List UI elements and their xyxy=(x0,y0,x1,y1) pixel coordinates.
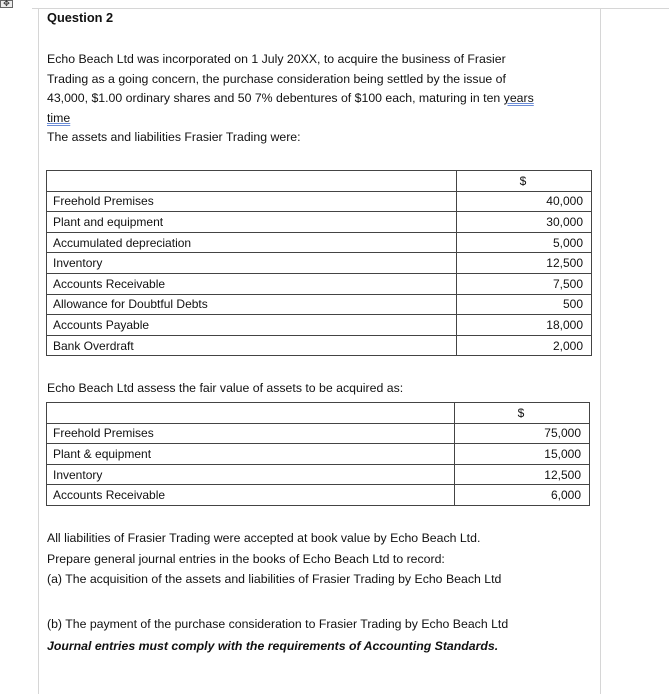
intro-line xyxy=(47,109,597,129)
table-header-row: $ xyxy=(47,171,592,192)
page-left-border xyxy=(38,8,39,694)
question-title: Question 2 xyxy=(47,10,114,25)
grammar-flag[interactable]: years xyxy=(503,91,534,106)
table-row: Freehold Premises 75,000 xyxy=(47,423,590,444)
table-row: Freehold Premises 40,000 xyxy=(47,191,592,212)
table-row: Plant & equipment 15,000 xyxy=(47,444,590,465)
table-row: Accounts Receivable 6,000 xyxy=(47,485,590,506)
fair-values-table xyxy=(46,402,590,506)
intro-line: Trading as a going concern, the purchase consideration being settled by the issue of xyxy=(47,71,506,86)
table-row: Accumulated depreciation 5,000 xyxy=(47,232,592,253)
table-row: Accounts Receivable 7,500 xyxy=(47,273,592,294)
requirement-a: (a) The acquisition of the assets and liabilities of Frasier Trading by Echo Beach Ltd xyxy=(47,572,502,586)
intro-line: Echo Beach Ltd was incorporated on 1 July 20XX, to acquire the business of Frasier xyxy=(47,52,506,66)
table-row: Inventory 12,500 xyxy=(47,464,590,485)
closing-paragraph xyxy=(47,528,597,590)
table-row: Bank Overdraft 2,000 xyxy=(47,335,592,356)
table-move-handle-icon[interactable]: ✥ xyxy=(0,0,13,8)
requirement-b: (b) The payment of the purchase consideration to Frasier Trading by Echo Beach Ltd xyxy=(47,617,509,631)
table-header-row: $ xyxy=(47,403,590,424)
page-right-border xyxy=(600,8,601,694)
closing-line: Prepare general journal entries in the books of Echo Beach Ltd to record: xyxy=(47,551,445,566)
fair-value-intro: Echo Beach Ltd assess the fair value of assets to be acquired as: xyxy=(47,381,404,395)
closing-paragraph-b xyxy=(47,613,597,657)
table-row: Plant and equipment 30,000 xyxy=(47,212,592,233)
table-row: Inventory 12,500 xyxy=(47,253,592,274)
book-values-table xyxy=(46,170,592,356)
closing-line: All liabilities of Frasier Trading were accepted at book value by Echo Beach Ltd. xyxy=(47,531,481,545)
intro-paragraph xyxy=(47,50,597,148)
table-row: Allowance for Doubtful Debts 500 xyxy=(47,294,592,315)
intro-line: The assets and liabilities Frasier Trading were: xyxy=(47,130,301,145)
table-row: Accounts Payable 18,000 xyxy=(47,315,592,336)
standards-note: Journal entries must comply with the requirements of Accounting Standards. xyxy=(47,639,499,653)
intro-line: 43,000, $1.00 ordinary shares and 50 7% debentures of $100 each, maturing in ten years xyxy=(47,91,534,106)
grammar-flag[interactable]: time xyxy=(47,110,71,125)
